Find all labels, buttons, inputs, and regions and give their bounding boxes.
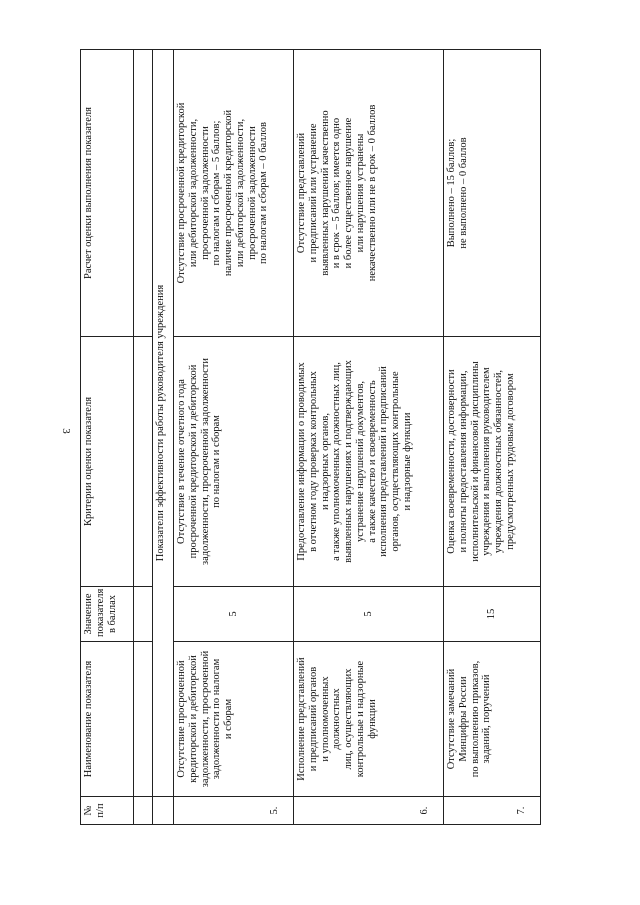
header-name: Наименование показателя: [81, 642, 134, 797]
indicator-criteria: Оценка своевременности, достоверности и полноты предоставления информации, исполнительской и финансовой дисциплины учреждения и выполнения руководителем учреждения должностных обязанностей, предусмотренных трудовым договором: [444, 337, 541, 587]
section-title: Показатели эффективности работы руководителя учреждения: [153, 50, 174, 797]
indicator-name: Исполнение представлений и предписаний органов и уполномоченных должностных лиц, осуществляющих контрольные и надзорные функции: [294, 642, 444, 797]
header-calculation: Расчет оценки выполнения показателя: [81, 50, 134, 337]
indicator-criteria: Предоставление информации о проводимых в отчетном году проверках контрольных и надзорных органов, а также уполномоченных должностных лиц, выявленных нарушениях и подтверждающих устранение нарушений документов, а также качество и своевременность исполнения представлений и предписаний органов, осуществляющих контрольные и надзорные функции: [294, 337, 444, 587]
page-number: 3: [60, 428, 72, 434]
table-row: [174, 50, 294, 825]
rotated-document-table: [80, 50, 528, 825]
row-number: 6.: [294, 797, 444, 825]
header-row: [81, 50, 134, 825]
header-value: Значение показателя в баллах: [81, 587, 134, 642]
header-number: № п/п: [81, 797, 134, 825]
indicator-criteria: Отсутствие в течение отчетного года просроченной кредиторской и дебиторской задолженности, просроченной задолженности по налогам и сборам: [174, 337, 294, 587]
header-criteria: Критерии оценки показателя: [81, 337, 134, 587]
indicator-calculation: Отсутствие просроченной кредиторской или дебиторской задолженности, просроченной задолженности по налогам и сборам – 5 баллов; наличие просроченной кредиторской или дебиторской задолженности, просроченной задолженности по налогам и сборам – 0 баллов: [174, 50, 294, 337]
blank-row: [134, 50, 153, 825]
section-row: [153, 50, 174, 825]
indicator-name: Отсутствие просроченной кредиторской и дебиторской задолженности, просроченной задолженности по налогам и сборам: [174, 642, 294, 797]
table-row: [444, 50, 541, 825]
row-number: 7.: [444, 797, 541, 825]
table-row: [294, 50, 444, 825]
row-number: 5.: [174, 797, 294, 825]
indicators-table: [80, 49, 541, 825]
indicator-value: 5: [174, 587, 294, 642]
indicator-name: Отсутствие замечаний Минцифры России по выполнению приказов, заданий, поручений: [444, 642, 541, 797]
indicator-calculation: Отсутствие представлений и предписаний или устранение выявленных нарушений качественно и в срок – 5 баллов; имеется одно и более существенное нарушение или нарушения устранены некачественно или не в срок – 0 баллов: [294, 50, 444, 337]
indicator-value: 15: [444, 587, 541, 642]
indicator-value: 5: [294, 587, 444, 642]
indicator-calculation: Выполнено – 15 баллов; не выполнено – 0 баллов: [444, 50, 541, 337]
